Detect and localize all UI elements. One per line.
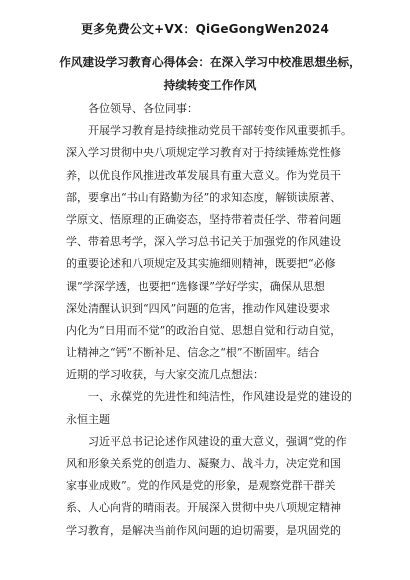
- promo-banner: 更多免费公文+VX：QiGeGongWen2024: [80, 22, 329, 36]
- body-line: 一、永葆党的先进性和纯洁性，作风建设是党的建设的: [88, 390, 352, 404]
- body-line: 近期的学习收获，与大家交流几点想法：: [66, 368, 264, 382]
- document-body: [66, 98, 356, 542]
- document-title-line-2: 持续转变工作作风: [163, 78, 257, 92]
- body-line: 家事业成败”。党的作风是党的形象，是观察党群干群关: [66, 479, 336, 493]
- body-line: 深处清醒认识到“四风”问题的危害，推动作风建设要求: [66, 301, 331, 315]
- body-line: 各位领导、各位同事：: [88, 102, 198, 115]
- body-line: 让精神之“钙”不断补足、信念之“根”不断固牢。结合: [66, 346, 320, 360]
- body-line: 部，要拿出“书山有路勤为径”的求知态度，解锁读原著、: [66, 190, 342, 204]
- body-line: 风和形象关系党的创造力、凝聚力、战斗力，决定党和国: [66, 457, 341, 470]
- body-line: 学原文、悟原理的正确姿态，坚持带着责任学、带着问题: [66, 212, 341, 226]
- body-line: 学习教育，是解决当前作风问题的迫切需要，是巩固党的: [66, 523, 341, 537]
- body-line: 课”学深学透，也要把“选修课”学好学实，确保从思想: [66, 279, 325, 293]
- body-line: 内化为“日用而不觉”的政治自觉、思想自觉和行动自觉，: [66, 323, 342, 337]
- body-line: 学、带着思考学，深入学习总书记关于加强党的作风建设: [66, 235, 341, 249]
- body-line: 深入学习贯彻中央八项规定学习教育对于持续锤炼党性修: [66, 146, 341, 160]
- body-line: 永恒主题: [66, 412, 110, 426]
- body-line: 的重要论述和八项规定及其实施细则精神，既要把“必修: [66, 257, 336, 271]
- document-title-line-1: 作风建设学习教育心得体会：在深入学习中校准思想坐标，: [59, 55, 361, 69]
- body-line: 习近平总书记论述作风建设的重大意义，强调“党的作: [88, 434, 347, 448]
- body-line: 开展学习教育是持续推动党员干部转变作风重要抓手。: [88, 124, 352, 138]
- body-line: 养，以优良作风推进改革发展具有重大意义。作为党员干: [66, 168, 341, 182]
- body-line: 系、人心向背的晴雨表。开展深入贯彻中央八项规定精神: [66, 501, 341, 515]
